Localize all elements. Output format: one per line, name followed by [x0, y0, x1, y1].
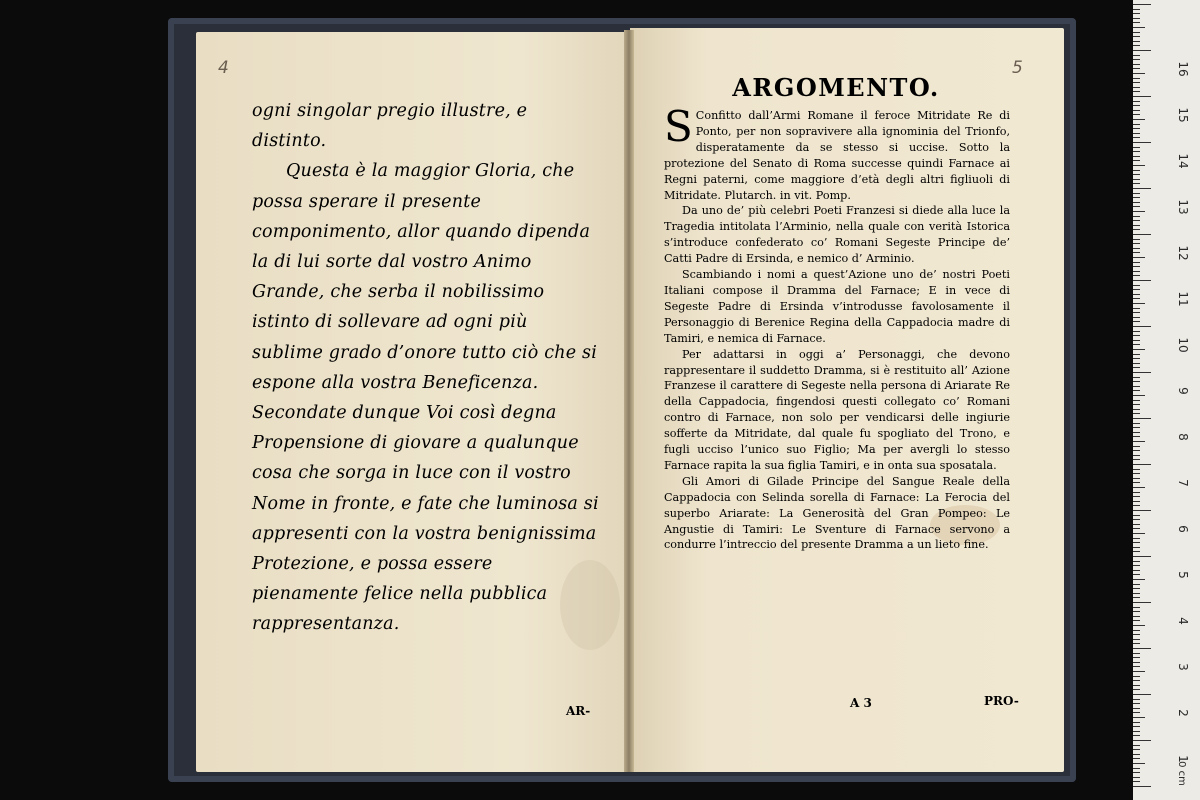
ruler-tick — [1133, 455, 1140, 456]
ruler-tick — [1133, 666, 1140, 667]
ruler-tick — [1133, 151, 1140, 152]
ruler-tick — [1133, 593, 1140, 594]
right-paragraph-1 — [664, 102, 1010, 203]
ruler-tick — [1133, 252, 1140, 253]
ruler-tick — [1133, 662, 1140, 663]
ruler-mark-3: 3 — [1176, 663, 1190, 671]
left-paragraph-1: ogni singolar pregio illustre, e distinto. — [252, 101, 528, 152]
ruler-tick — [1133, 372, 1151, 373]
ruler-tick — [1133, 556, 1151, 557]
ruler-tick — [1133, 561, 1140, 562]
ruler-tick — [1133, 501, 1140, 502]
ruler-tick — [1133, 579, 1145, 580]
ruler-tick — [1133, 45, 1140, 46]
ruler-tick — [1133, 413, 1140, 414]
ruler-tick — [1133, 464, 1151, 465]
left-paragraph-2: Questa è la maggior Gloria, che possa sperare il presente componimento, allor quando dipenda la di lui sorte dal vostro Animo Grande, che serba il nobilissimo istinto di sollevare ad ogni più sublime grado d’onore tutto ciò che si espone alla vostra Beneficenza. Secondate dunque Voi così degna Propensione di giovare a qualunque cosa che sorga in luce con il vostro Nome in fronte, e fate che luminosa si appresenti con la vostra benignissima Protezione, e possa essere pienamente felice nella pubblica rappresentanza. — [252, 161, 599, 635]
ruler-tick — [1133, 542, 1140, 543]
ruler-mark-12: 12 — [1176, 245, 1190, 261]
ruler-tick — [1133, 423, 1140, 424]
ruler-tick — [1133, 335, 1140, 336]
ruler-tick — [1133, 294, 1140, 295]
ruler-tick — [1133, 326, 1151, 327]
right-paragraph-4: Per adattarsi in oggi a’ Personaggi, che devono rappresentare il suddetto Dramma, si è restituito all’ Azione Franzese il carattere di Segeste nella persona di Ariarate Re della Cappadocia, fingendosi questi collegato co’ Romani contro di Farnace, non solo per vendicarsi delle ingiurie sofferte da Mitridate, dal quale fu spogliato del Trono, e fugli ucciso l’unico suo Figlio; Ma per avergli lo stesso Farnace rapita la sua figlia Tamiri, e in onta sua sposatala. — [664, 347, 1010, 472]
ruler-tick — [1133, 630, 1140, 631]
ruler-tick — [1133, 427, 1140, 428]
ruler-tick — [1133, 133, 1140, 134]
ruler-tick — [1133, 639, 1140, 640]
ruler-tick — [1133, 275, 1140, 276]
ruler-tick — [1133, 216, 1140, 217]
ruler-mark-16: 16 — [1176, 61, 1190, 77]
ruler-tick — [1133, 183, 1140, 184]
ruler-tick — [1133, 616, 1140, 617]
ruler-tick — [1133, 492, 1140, 493]
ruler-tick — [1133, 611, 1140, 612]
right-paragraph-5: Gli Amori di Gilade Principe del Sangue Reale della Cappadocia con Selinda sorella di Farnace: La Ferocia del superbo Ariarate: La Generosità del Gran Pompeo: Le Angustie di Tamiri: Le Sventure di Farnace servono a condurre l’intreccio del presente Dramma a un lieto fine. — [664, 474, 1010, 552]
ruler-tick — [1133, 699, 1140, 700]
ruler-tick — [1133, 91, 1140, 92]
ruler-tick — [1133, 381, 1140, 382]
ruler-tick — [1133, 243, 1140, 244]
right-page-folio: 5 — [1012, 58, 1023, 78]
ruler-tick — [1133, 505, 1140, 506]
ruler-tick — [1133, 763, 1145, 764]
ruler-tick — [1133, 73, 1145, 74]
ruler-tick — [1133, 225, 1140, 226]
left-page-body — [252, 96, 602, 640]
ruler-tick — [1133, 657, 1140, 658]
ruler-tick — [1133, 680, 1140, 681]
ruler-tick — [1133, 602, 1151, 603]
ruler-tick — [1133, 478, 1140, 479]
ruler-tick — [1133, 538, 1140, 539]
ruler-tick — [1133, 487, 1145, 488]
ruler-tick — [1133, 271, 1140, 272]
right-paragraph-1-text: Confitto dall’Armi Romane il feroce Mitridate Re di Ponto, per non sopravivere alla ignominia del Trionfo, disperatamente da se stesso si uccise. Sotto la protezione del Senato di Roma successe quindi Farnace ai Regni paterni, come maggiore d’età degli altri figliuoli di Mitridate. Plutarch. in vit. Pomp. — [664, 109, 1010, 202]
ruler-tick — [1133, 27, 1145, 28]
ruler-tick — [1133, 749, 1140, 750]
ruler-tick — [1133, 584, 1140, 585]
ruler-tick — [1133, 625, 1145, 626]
ruler-mark-6: 6 — [1176, 525, 1190, 533]
ruler-tick — [1133, 643, 1140, 644]
ruler-tick — [1133, 653, 1140, 654]
ruler-tick — [1133, 321, 1140, 322]
ruler-tick — [1133, 363, 1140, 364]
scale-ruler — [1133, 0, 1200, 800]
ruler-tick — [1133, 735, 1140, 736]
ruler-tick — [1133, 441, 1145, 442]
ruler-tick — [1133, 620, 1140, 621]
ruler-tick — [1133, 202, 1140, 203]
ruler-tick — [1133, 137, 1140, 138]
ruler-tick — [1133, 193, 1140, 194]
ruler-tick — [1133, 689, 1140, 690]
ruler-tick — [1133, 519, 1140, 520]
ruler-mark-8: 8 — [1176, 433, 1190, 441]
ruler-tick — [1133, 432, 1140, 433]
ruler-tick — [1133, 459, 1140, 460]
ruler-tick — [1133, 96, 1151, 97]
ruler-tick — [1133, 344, 1140, 345]
ruler-tick — [1133, 36, 1140, 37]
ruler-tick — [1133, 147, 1140, 148]
ruler-tick — [1133, 32, 1140, 33]
ruler-tick — [1133, 105, 1140, 106]
ruler-tick — [1133, 717, 1145, 718]
ruler-mark-1: 1 — [1176, 755, 1190, 763]
ruler-tick — [1133, 722, 1140, 723]
ruler-tick — [1133, 340, 1140, 341]
ruler-tick — [1133, 400, 1140, 401]
ruler-tick — [1133, 446, 1140, 447]
ruler-tick — [1133, 349, 1145, 350]
right-paragraph-2: Da uno de’ più celebri Poeti Franzesi si diede alla luce la Tragedia intitolata l’Arminio, nella quale con verità Istorica s’introduce confederato co’ Romani Segeste Principe de’ Catti Padre di Ersinda, e nemico d’ Arminio. — [664, 204, 1010, 266]
ruler-tick — [1133, 551, 1140, 552]
ruler-tick — [1133, 450, 1140, 451]
ruler-tick — [1133, 473, 1140, 474]
right-paragraph-3: Scambiando i nomi a quest’Azione uno de’ nostri Poeti Italiani compose il Dramma del Farnace; E in vece di Segeste Padre di Ersinda v’introdusse favolosamente il Personaggio di Berenice Regina della Cappadocia madre di Tamiri, e nemica di Farnace. — [664, 268, 1010, 345]
ruler-tick — [1133, 708, 1140, 709]
ruler-tick — [1133, 772, 1140, 773]
right-page-body — [664, 102, 1010, 553]
ruler-tick — [1133, 41, 1140, 42]
ruler-tick — [1133, 685, 1140, 686]
ruler-tick — [1133, 22, 1140, 23]
ruler-tick — [1133, 533, 1145, 534]
ruler-tick — [1133, 574, 1140, 575]
ruler-tick — [1133, 285, 1140, 286]
ruler-tick — [1133, 524, 1140, 525]
ruler-tick — [1133, 280, 1151, 281]
ruler-tick — [1133, 128, 1140, 129]
ruler-tick — [1133, 469, 1140, 470]
book-gutter — [624, 30, 634, 772]
ruler-tick — [1133, 110, 1140, 111]
ruler-mark-5: 5 — [1176, 571, 1190, 579]
ruler-tick — [1133, 515, 1140, 516]
ruler-tick — [1133, 648, 1151, 649]
ruler-tick — [1133, 358, 1140, 359]
ruler-tick — [1133, 206, 1140, 207]
ruler-tick — [1133, 634, 1140, 635]
ruler-tick — [1133, 496, 1140, 497]
ruler-tick — [1133, 229, 1140, 230]
drop-cap: S — [664, 102, 693, 151]
ruler-tick — [1133, 482, 1140, 483]
ruler-tick — [1133, 239, 1140, 240]
ruler-tick — [1133, 59, 1140, 60]
ruler-tick — [1133, 588, 1140, 589]
ruler-tick — [1133, 78, 1140, 79]
ruler-tick — [1133, 124, 1140, 125]
ruler-tick — [1133, 781, 1140, 782]
signature-mark: A 3 — [850, 696, 872, 710]
ruler-tick — [1133, 114, 1140, 115]
ruler-tick — [1133, 528, 1140, 529]
ruler-tick — [1133, 395, 1145, 396]
ruler-tick — [1133, 64, 1140, 65]
ruler-tick — [1133, 597, 1140, 598]
ruler-tick — [1133, 676, 1140, 677]
ruler-tick — [1133, 87, 1140, 88]
ruler-tick — [1133, 82, 1140, 83]
ruler-tick — [1133, 248, 1140, 249]
ruler-tick — [1133, 703, 1140, 704]
ruler-tick — [1133, 367, 1140, 368]
ruler-tick — [1133, 68, 1140, 69]
ruler-tick — [1133, 694, 1151, 695]
ruler-tick — [1133, 55, 1140, 56]
ruler-tick — [1133, 211, 1145, 212]
ruler-tick — [1133, 142, 1151, 143]
ruler-mark-11: 11 — [1176, 291, 1190, 307]
ruler-tick — [1133, 308, 1140, 309]
ruler-tick — [1133, 404, 1140, 405]
ruler-tick — [1133, 197, 1140, 198]
ruler-tick — [1133, 754, 1140, 755]
ruler-mark-2: 2 — [1176, 709, 1190, 717]
ruler-tick — [1133, 377, 1140, 378]
ruler-mark-9: 9 — [1176, 387, 1190, 395]
ruler-tick — [1133, 317, 1140, 318]
ruler-tick — [1133, 510, 1151, 511]
ruler-tick — [1133, 188, 1151, 189]
ruler-tick — [1133, 262, 1140, 263]
ruler-tick — [1133, 777, 1140, 778]
ruler-tick — [1133, 4, 1151, 5]
ruler-tick — [1133, 13, 1140, 14]
ruler-tick — [1133, 257, 1145, 258]
ruler-tick — [1133, 745, 1140, 746]
ruler-mark-10: 10 — [1176, 337, 1190, 353]
ruler-tick — [1133, 160, 1140, 161]
ruler-tick — [1133, 165, 1145, 166]
right-catchword: PRO- — [984, 694, 1019, 708]
ruler-tick — [1133, 740, 1151, 741]
ruler-tick — [1133, 266, 1140, 267]
ruler-tick — [1133, 607, 1140, 608]
page-heading: ARGOMENTO. — [732, 73, 940, 102]
ruler-tick — [1133, 786, 1151, 787]
ruler-tick — [1133, 409, 1140, 410]
left-catchword: AR- — [566, 704, 591, 718]
ruler-tick — [1133, 712, 1140, 713]
ruler-tick — [1133, 303, 1145, 304]
ruler-mark-4: 4 — [1176, 617, 1190, 625]
ruler-tick — [1133, 289, 1140, 290]
ruler-tick — [1133, 331, 1140, 332]
ruler-tick — [1133, 418, 1151, 419]
ruler-tick — [1133, 101, 1140, 102]
ruler-tick — [1133, 565, 1140, 566]
ruler-mark-14: 14 — [1176, 153, 1190, 169]
ruler-tick — [1133, 768, 1140, 769]
ruler-tick — [1133, 174, 1140, 175]
ruler-tick — [1133, 436, 1140, 437]
ruler-tick — [1133, 170, 1140, 171]
ruler-tick — [1133, 156, 1140, 157]
ruler-tick — [1133, 547, 1140, 548]
ruler-tick — [1133, 726, 1140, 727]
ruler-tick — [1133, 390, 1140, 391]
ruler-tick — [1133, 9, 1140, 10]
ruler-tick — [1133, 731, 1140, 732]
ruler-tick — [1133, 758, 1140, 759]
ruler-tick — [1133, 298, 1140, 299]
ruler-mark-15: 15 — [1176, 107, 1190, 123]
ruler-tick — [1133, 354, 1140, 355]
ruler-tick — [1133, 234, 1151, 235]
ruler-tick — [1133, 50, 1151, 51]
ruler-tick — [1133, 220, 1140, 221]
ruler-tick — [1133, 570, 1140, 571]
ruler-tick — [1133, 179, 1140, 180]
ruler-tick — [1133, 119, 1145, 120]
ruler-unit-label: 0 cm — [1175, 761, 1187, 786]
ruler-tick — [1133, 312, 1140, 313]
ruler-tick — [1133, 386, 1140, 387]
ruler-tick — [1133, 18, 1140, 19]
ruler-mark-13: 13 — [1176, 199, 1190, 215]
left-page-folio: 4 — [218, 58, 229, 78]
ruler-mark-7: 7 — [1176, 479, 1190, 487]
ruler-tick — [1133, 671, 1145, 672]
